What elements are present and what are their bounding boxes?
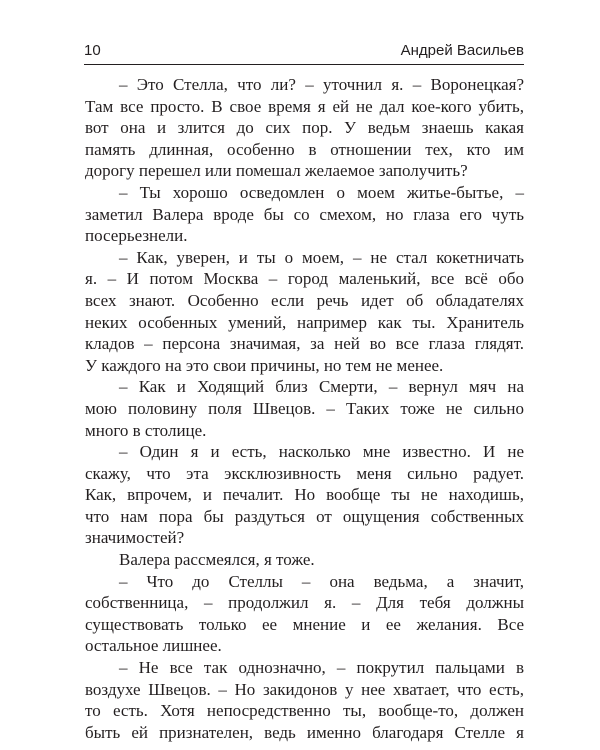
text-line: то есть. Хотя непосредственно ты, вообще-то, должен [85, 701, 524, 721]
page-header [84, 38, 524, 66]
text-line: скажу, что эта эксклюзивность меня сильно радует. [85, 463, 524, 483]
text-line: заметил Валера вроде бы со смехом, но глаза его чуть [85, 204, 524, 224]
text-line: посерьезнели. [85, 226, 188, 246]
text-line: собственница, – продолжил я. – Для тебя должны [85, 593, 524, 613]
text-line: – Не все так однозначно, – покрутил пальцами в [119, 658, 524, 678]
text-line: Как, впрочем, и печалит. Но вообще ты не находишь, [85, 485, 524, 505]
text-line: память длинная, особенно в отношении тех, кто им [85, 139, 524, 159]
text-line: – Это Стелла, что ли? – уточнил я. – Воронецкая? [119, 75, 524, 94]
text-line: быть ей признателен, ведь именно благодаря Стелле я [85, 722, 524, 742]
text-line: У каждого на это свои причины, но тем не менее. [85, 355, 444, 375]
text-line: я. – И потом Москва – город маленький, все всё обо [85, 269, 524, 289]
text-line: кладов – персона значимая, за ней во все глаза глядят. [85, 334, 524, 354]
text-line: дорогу перешел или помешал желаемое заполучить? [85, 161, 468, 181]
page-number: 10 [84, 42, 101, 59]
text-line: существовать только ее мнение и ее желания. Все [85, 614, 524, 634]
running-head: Андрей Васильев [400, 42, 524, 59]
text-line: – Что до Стеллы – она ведьма, а значит, [119, 571, 524, 591]
body-text [85, 74, 524, 743]
text-line: остальное лишнее. [85, 636, 222, 656]
text-line: – Ты хорошо осведомлен о моем житье-бытье, – [119, 182, 524, 202]
text-line: – Как, уверен, и ты о моем, – не стал кокетничать [119, 247, 524, 267]
text-line: всех знают. Особенно если речь идет об обладателях [85, 290, 524, 310]
text-line: неких особенных умений, например как ты. Хранитель [85, 312, 524, 332]
text-line: значимостей? [85, 528, 185, 548]
text-line: что нам пора бы раздуться от ощущения собственных [85, 506, 524, 526]
text-line: много в столице. [85, 420, 207, 440]
text-line: – Один я и есть, насколько мне известно. И не [119, 442, 524, 462]
text-line: Там все просто. В свое время я ей не дал кое-кого убить, [85, 96, 524, 116]
header-rule [84, 64, 524, 65]
text-line: воздухе Швецов. – Но закидонов у нее хватает, что есть, [85, 679, 524, 699]
text-line: вот она и злится до сих пор. У ведьм знаешь какая [85, 118, 524, 138]
text-line: Валера рассмеялся, я тоже. [119, 550, 315, 570]
text-line: – Как и Ходящий близ Смерти, – вернул мяч на [119, 377, 524, 397]
text-line: мою половину поля Швецов. – Таких тоже не сильно [85, 398, 524, 418]
